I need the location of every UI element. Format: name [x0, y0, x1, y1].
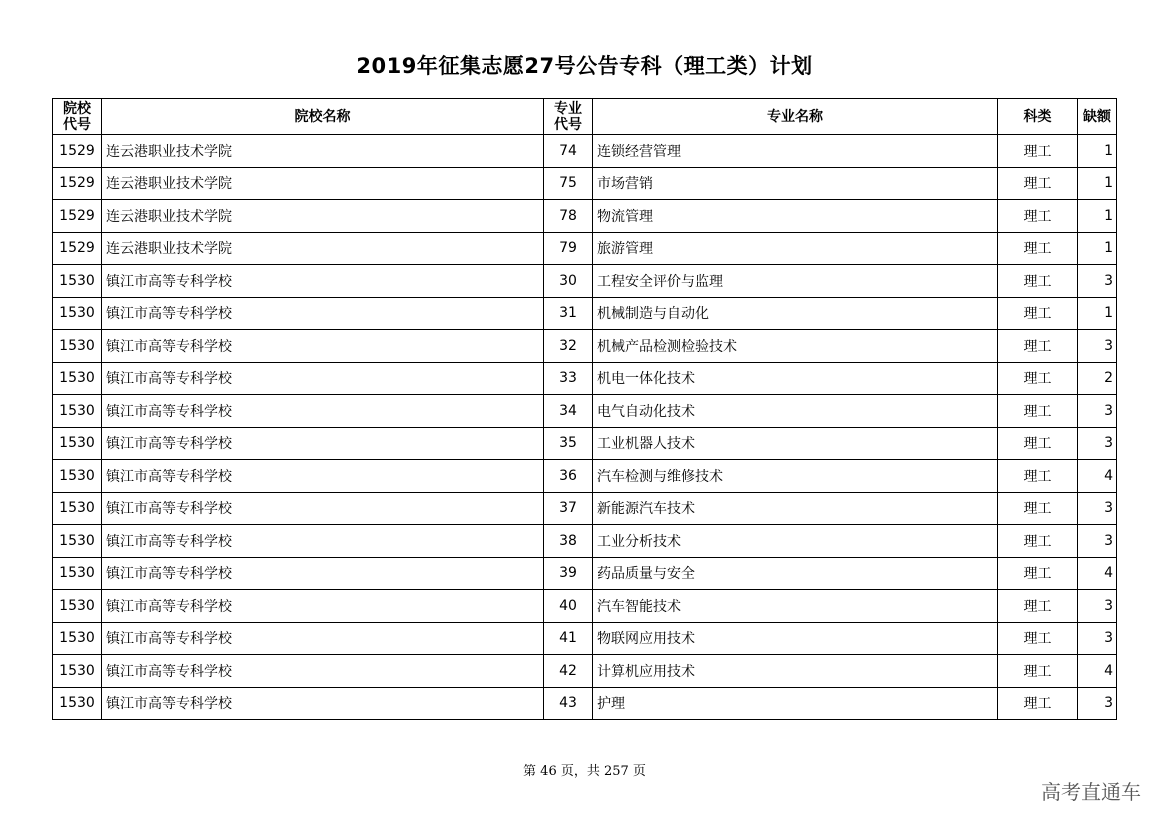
table-row [53, 687, 1117, 720]
cell-vacancies: 4 [1078, 557, 1117, 590]
cell-major-code: 32 [544, 330, 593, 363]
table-row [53, 362, 1117, 395]
cell-school-code: 1530 [53, 362, 102, 395]
cell-school-code: 1530 [53, 590, 102, 623]
cell-school-code: 1530 [53, 492, 102, 525]
cell-school-code: 1530 [53, 622, 102, 655]
header-category: 科类 [998, 99, 1078, 135]
table-row [53, 525, 1117, 558]
cell-school-name: 镇江市高等专科学校 [102, 590, 544, 623]
table-row [53, 135, 1117, 168]
header-major-name: 专业名称 [593, 99, 998, 135]
cell-vacancies: 1 [1078, 200, 1117, 233]
page-footer: 第 46 页，共 257 页 [523, 764, 646, 779]
cell-major-name: 护理 [593, 687, 998, 720]
cell-school-code: 1530 [53, 525, 102, 558]
page-title: 2019年征集志愿27号公告专科（理工类）计划 [356, 54, 813, 78]
header-school-code: 院校 代号 [53, 99, 102, 135]
cell-school-code: 1529 [53, 232, 102, 265]
cell-major-name: 连锁经营管理 [593, 135, 998, 168]
cell-major-name: 汽车检测与维修技术 [593, 460, 998, 493]
cell-vacancies: 3 [1078, 525, 1117, 558]
cell-school-name: 镇江市高等专科学校 [102, 492, 544, 525]
cell-major-name: 旅游管理 [593, 232, 998, 265]
cell-category: 理工 [998, 525, 1078, 558]
cell-school-name: 镇江市高等专科学校 [102, 557, 544, 590]
cell-school-code: 1530 [53, 655, 102, 688]
cell-vacancies: 3 [1078, 330, 1117, 363]
cell-major-code: 43 [544, 687, 593, 720]
cell-major-name: 工程安全评价与监理 [593, 265, 998, 298]
cell-category: 理工 [998, 655, 1078, 688]
cell-major-code: 31 [544, 297, 593, 330]
cell-vacancies: 1 [1078, 135, 1117, 168]
cell-major-name: 工业机器人技术 [593, 427, 998, 460]
cell-category: 理工 [998, 395, 1078, 428]
cell-major-code: 75 [544, 167, 593, 200]
header-vacancies: 缺额 [1078, 99, 1117, 135]
cell-school-name: 镇江市高等专科学校 [102, 330, 544, 363]
cell-major-code: 39 [544, 557, 593, 590]
cell-category: 理工 [998, 330, 1078, 363]
cell-vacancies: 3 [1078, 590, 1117, 623]
table-row [53, 427, 1117, 460]
cell-school-name: 镇江市高等专科学校 [102, 427, 544, 460]
cell-school-name: 镇江市高等专科学校 [102, 622, 544, 655]
cell-vacancies: 3 [1078, 687, 1117, 720]
cell-school-name: 镇江市高等专科学校 [102, 362, 544, 395]
cell-major-code: 36 [544, 460, 593, 493]
cell-school-code: 1530 [53, 330, 102, 363]
table-row [53, 265, 1117, 298]
cell-major-name: 机械制造与自动化 [593, 297, 998, 330]
cell-school-code: 1530 [53, 395, 102, 428]
cell-major-code: 35 [544, 427, 593, 460]
cell-major-code: 78 [544, 200, 593, 233]
cell-major-code: 38 [544, 525, 593, 558]
cell-school-code: 1529 [53, 200, 102, 233]
cell-major-code: 74 [544, 135, 593, 168]
cell-category: 理工 [998, 492, 1078, 525]
cell-vacancies: 3 [1078, 395, 1117, 428]
cell-school-code: 1530 [53, 460, 102, 493]
cell-school-name: 镇江市高等专科学校 [102, 297, 544, 330]
table-row [53, 557, 1117, 590]
cell-school-name: 连云港职业技术学院 [102, 200, 544, 233]
cell-major-name: 机电一体化技术 [593, 362, 998, 395]
cell-category: 理工 [998, 557, 1078, 590]
header-school-name: 院校名称 [102, 99, 544, 135]
cell-school-name: 镇江市高等专科学校 [102, 687, 544, 720]
cell-vacancies: 4 [1078, 655, 1117, 688]
cell-school-code: 1530 [53, 557, 102, 590]
cell-vacancies: 2 [1078, 362, 1117, 395]
table-row [53, 297, 1117, 330]
cell-major-code: 41 [544, 622, 593, 655]
cell-school-code: 1530 [53, 687, 102, 720]
cell-category: 理工 [998, 135, 1078, 168]
cell-school-name: 镇江市高等专科学校 [102, 265, 544, 298]
cell-category: 理工 [998, 590, 1078, 623]
table-row [53, 460, 1117, 493]
cell-vacancies: 3 [1078, 265, 1117, 298]
cell-vacancies: 1 [1078, 232, 1117, 265]
cell-major-name: 电气自动化技术 [593, 395, 998, 428]
cell-vacancies: 1 [1078, 167, 1117, 200]
cell-category: 理工 [998, 622, 1078, 655]
watermark-logo: 高考直通车 [1041, 780, 1141, 804]
cell-major-code: 33 [544, 362, 593, 395]
header-major-code: 专业 代号 [544, 99, 593, 135]
cell-major-name: 机械产品检测检验技术 [593, 330, 998, 363]
cell-major-name: 市场营销 [593, 167, 998, 200]
cell-vacancies: 4 [1078, 460, 1117, 493]
plan-table [52, 98, 1117, 720]
cell-major-name: 汽车智能技术 [593, 590, 998, 623]
cell-major-code: 37 [544, 492, 593, 525]
cell-school-name: 镇江市高等专科学校 [102, 395, 544, 428]
cell-school-name: 镇江市高等专科学校 [102, 655, 544, 688]
cell-major-name: 新能源汽车技术 [593, 492, 998, 525]
cell-vacancies: 3 [1078, 622, 1117, 655]
cell-vacancies: 3 [1078, 492, 1117, 525]
cell-major-name: 物联网应用技术 [593, 622, 998, 655]
table-row [53, 622, 1117, 655]
cell-school-code: 1529 [53, 167, 102, 200]
cell-school-name: 连云港职业技术学院 [102, 135, 544, 168]
table-row [53, 167, 1117, 200]
cell-category: 理工 [998, 200, 1078, 233]
table-row [53, 330, 1117, 363]
cell-category: 理工 [998, 362, 1078, 395]
cell-category: 理工 [998, 460, 1078, 493]
cell-major-code: 30 [544, 265, 593, 298]
cell-major-code: 34 [544, 395, 593, 428]
cell-school-name: 镇江市高等专科学校 [102, 460, 544, 493]
cell-school-code: 1530 [53, 265, 102, 298]
cell-school-code: 1530 [53, 427, 102, 460]
cell-school-code: 1530 [53, 297, 102, 330]
cell-category: 理工 [998, 265, 1078, 298]
cell-major-name: 工业分析技术 [593, 525, 998, 558]
cell-school-name: 连云港职业技术学院 [102, 232, 544, 265]
cell-vacancies: 3 [1078, 427, 1117, 460]
cell-category: 理工 [998, 232, 1078, 265]
table-header-row [53, 99, 1117, 135]
cell-major-name: 药品质量与安全 [593, 557, 998, 590]
cell-category: 理工 [998, 427, 1078, 460]
table-row [53, 655, 1117, 688]
cell-major-name: 物流管理 [593, 200, 998, 233]
cell-category: 理工 [998, 687, 1078, 720]
cell-major-code: 79 [544, 232, 593, 265]
table-row [53, 200, 1117, 233]
cell-major-code: 42 [544, 655, 593, 688]
cell-vacancies: 1 [1078, 297, 1117, 330]
cell-school-name: 连云港职业技术学院 [102, 167, 544, 200]
cell-major-name: 计算机应用技术 [593, 655, 998, 688]
table-row [53, 395, 1117, 428]
cell-category: 理工 [998, 297, 1078, 330]
cell-category: 理工 [998, 167, 1078, 200]
table-row [53, 232, 1117, 265]
cell-school-code: 1529 [53, 135, 102, 168]
cell-major-code: 40 [544, 590, 593, 623]
table-row [53, 590, 1117, 623]
cell-school-name: 镇江市高等专科学校 [102, 525, 544, 558]
table-row [53, 492, 1117, 525]
